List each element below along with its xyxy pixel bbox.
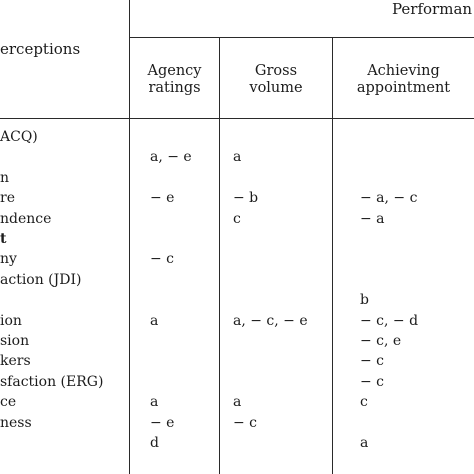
column-header-line: Achieving bbox=[367, 63, 440, 79]
table-cell: a, − e bbox=[150, 149, 192, 165]
table-cell: a bbox=[233, 394, 242, 410]
table-cell: − c bbox=[360, 374, 385, 390]
column-header-agency-ratings bbox=[130, 63, 219, 97]
table-cell: d bbox=[150, 435, 159, 451]
header-group-underline bbox=[129, 37, 474, 38]
table-cell: − c bbox=[360, 353, 385, 369]
table-cell: − b bbox=[233, 190, 259, 206]
row-label: sfaction (ERG) bbox=[0, 374, 104, 390]
row-label: ion bbox=[0, 313, 22, 329]
table-cell: b bbox=[360, 292, 369, 308]
header-bottom-rule bbox=[0, 118, 474, 119]
table-cell: − a bbox=[360, 211, 385, 227]
table-cell: − c, − d bbox=[360, 313, 419, 329]
column-header-line: volume bbox=[249, 80, 303, 96]
row-label: ness bbox=[0, 415, 32, 431]
performance-group-header: Performan bbox=[392, 0, 473, 18]
col-divider-2 bbox=[332, 37, 333, 474]
column-header-achieving-appointment bbox=[333, 63, 474, 97]
row-label: action (JDI) bbox=[0, 272, 82, 288]
perceptions-header: erceptions bbox=[0, 40, 81, 58]
column-header-gross-volume bbox=[220, 63, 332, 97]
table-cell: a bbox=[150, 394, 159, 410]
table-cell: a bbox=[233, 149, 242, 165]
row-label: ny bbox=[0, 251, 17, 267]
row-label: ACQ) bbox=[0, 129, 38, 145]
table-cell: − e bbox=[150, 190, 175, 206]
row-label: kers bbox=[0, 353, 31, 369]
column-header-line: Agency bbox=[147, 63, 202, 79]
row-label: re bbox=[0, 190, 15, 206]
table-cell: − e bbox=[150, 415, 175, 431]
table-cell: c bbox=[360, 394, 368, 410]
table-cell: − c bbox=[150, 251, 175, 267]
row-label: ndence bbox=[0, 211, 52, 227]
table-cell: − a, − c bbox=[360, 190, 418, 206]
table-cell: c bbox=[233, 211, 241, 227]
column-header-line: appointment bbox=[356, 80, 451, 96]
table-cell: a bbox=[150, 313, 159, 329]
table-cell: a bbox=[360, 435, 369, 451]
row-label: t bbox=[0, 231, 7, 247]
row-label: sion bbox=[0, 333, 30, 349]
row-label: n bbox=[0, 170, 10, 186]
column-header-line: ratings bbox=[148, 80, 201, 96]
column-header-line: Gross bbox=[254, 63, 298, 79]
table-cell: − c bbox=[233, 415, 258, 431]
row-label: ce bbox=[0, 394, 17, 410]
table-cell: a, − c, − e bbox=[233, 313, 308, 329]
col-divider-1 bbox=[219, 37, 220, 474]
table-cell: − c, e bbox=[360, 333, 402, 349]
